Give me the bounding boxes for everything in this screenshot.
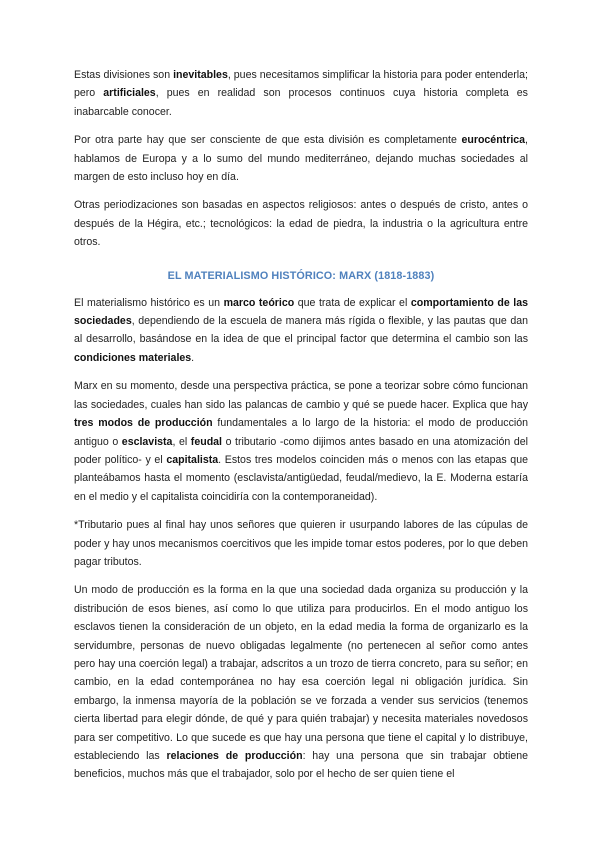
- text-run: fundamentales a lo largo de la historia: el modo de producción antiguo o: [74, 417, 529, 448]
- text-run: , el: [172, 435, 191, 448]
- paragraph: [74, 196, 528, 251]
- text-run: Un modo de producción es la forma en la que una sociedad dada organiza su producción y la distribución de esos bienes, así como lo que utiliza para producirlos. En el modo antiguo los esclavos tienen la consideración de un objeto, en la edad media la forma de organizarlo es la servidumbre, personas de nuevo obligadas legalmente (no pertenecen al señor como antes pero hay una coerción legal) a trabajar, adscritos a un trozo de tierra concreto, para su señor; en cambio, en la edad contemporánea no hay esa coerción legal ni obligación jurídica. Sin embargo, la inmensa mayoría de la población se ve forzada a vender sus servicios (tenemos cierta libertad para elegir dónde, de qué y para quién trabajar) y necesita materiales novedosos para ser competitivo. Lo que sucede es que hay una persona que tiene el capital y lo distribuye, estableciendo las: [74, 584, 528, 762]
- paragraph: [74, 377, 528, 506]
- bold-term: artificiales: [103, 87, 156, 100]
- paragraph: [74, 294, 528, 368]
- paragraph: [74, 66, 528, 121]
- text-run: : hay una persona que sin trabajar obtiene beneficios, muchos más que el trabajador, solo por el hecho de ser quien tiene el: [74, 750, 528, 781]
- text-run: , hablamos de Europa y a lo sumo del mundo mediterráneo, dejando muchas sociedades al margen de esto incluso hoy en día.: [74, 134, 528, 184]
- section-heading: EL MATERIALISMO HISTÓRICO: MARX (1818-1883): [167, 269, 435, 282]
- text-run: , dependiendo de la escuela de manera más rígida o flexible, y las pautas que dan al desarrollo, basándose en la idea de que el principal factor que determina el cambio son las: [74, 315, 528, 346]
- text-run: o tributario -como dijimos antes basado en una atomización del poder político- y el: [74, 435, 528, 466]
- bold-term: tres modos de producción: [74, 417, 213, 430]
- paragraph: [74, 131, 528, 186]
- text-run: Otras periodizaciones son basadas en aspectos religiosos: antes o después de cristo, antes o después de la Hégira, etc.; tecnológicos: la edad de piedra, la industria o la agricultura entre otros.: [74, 199, 528, 249]
- intro-section: [74, 66, 528, 252]
- paragraph: [74, 516, 528, 571]
- text-run: , pues en realidad son procesos continuos cuya historia completa es inabarcable conocer.: [74, 87, 528, 118]
- bold-term: esclavista: [121, 435, 173, 448]
- text-run: El materialismo histórico es un: [74, 296, 224, 309]
- body-section: [74, 294, 528, 784]
- text-run: Marx en su momento, desde una perspectiva práctica, se pone a teorizar sobre cómo funcionan las sociedades, cuales han sido las palancas de cambio y qué se puede hacer. Explica que hay: [74, 380, 528, 411]
- bold-term: comportamiento de las sociedades: [74, 296, 528, 328]
- text-run: que trata de explicar el: [294, 296, 411, 309]
- bold-term: relaciones de producción: [166, 750, 303, 762]
- paragraph: [74, 581, 528, 783]
- bold-term: feudal: [190, 435, 222, 448]
- bold-term: condiciones materiales: [74, 351, 192, 364]
- bold-term: eurocéntrica: [461, 134, 526, 147]
- text-run: , pues necesitamos simplificar la historia para poder entenderla; pero: [74, 69, 528, 100]
- bold-term: inevitables: [173, 69, 228, 81]
- text-run: . Estos tres modelos coinciden más o menos con las etapas que planteábamos hasta el momento (esclavista/antigüedad, feudal/medievo, la E. Moderna estaría en el medio y el capitalista coincidiría con la contemporaneidad).: [74, 453, 528, 503]
- bold-term: marco teórico: [223, 296, 295, 309]
- text-run: Por otra parte hay que ser consciente de que esta división es completamente: [74, 134, 462, 147]
- text-run: .: [191, 351, 195, 364]
- text-run: Estas divisiones son: [74, 69, 174, 81]
- bold-term: capitalista: [166, 453, 219, 466]
- text-run: *Tributario pues al final hay unos señores que quieren ir usurpando labores de las cúpulas de poder y hay unos mecanismos coercitivos que les impide tomar estos poderes, por lo que deben pagar tributos.: [74, 519, 528, 568]
